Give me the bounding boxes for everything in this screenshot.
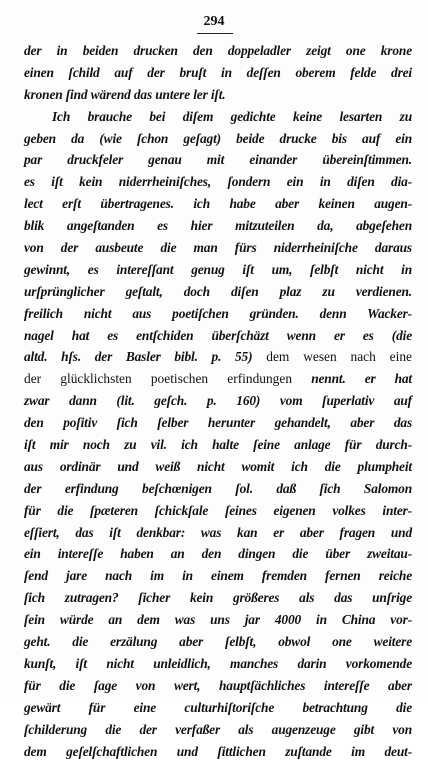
text-line: blik angeſtanden es hier mitzuteilen da, abgeſehen [24, 215, 412, 237]
text-line: gewärt für eine culturhiſtoriſche betrachtung die [24, 697, 412, 719]
text-line: altd. hſs. der Basler bibl. p. 55) dem wesen nach eine [24, 346, 412, 368]
text-line: par druckfeler genau mit einander übereinſtimmen. [24, 149, 412, 171]
text-line: ſend jare nach im in einem fremden fernen reiche [24, 565, 412, 587]
text-line: geht. die erzälung aber ſelbſt, obwol one weitere [24, 631, 412, 653]
text-line: geben da (wie ſchon geſagt) beide drucke bis auf ein [24, 128, 412, 150]
text-line: freilich nicht aus poetiſchen gründen. denn Wacker- [24, 303, 412, 325]
text-line: iſt mir noch zu vil. ich halte ſeine anlage für durch- [24, 434, 412, 456]
text-line: der glücklichsten poetischen erfindungen nennt. er hat [24, 368, 412, 390]
text-line: für die ſpæteren ſchickſale ſeines eigenen volkes inter- [24, 500, 412, 522]
text-line: der erfindung beſchœnigen ſol. daß ſich Salomon [24, 478, 412, 500]
body-text [24, 40, 412, 762]
text-line: gewinnt, es intereſſant genug iſt um, ſelbſt nicht in [24, 259, 412, 281]
text-line: lect erſt übertragenes. ich habe aber keinen augen- [24, 193, 412, 215]
text-line: von der ausbeute die man fürs niderrheiniſche daraus [24, 237, 412, 259]
text-line: einen ſchild auf der bruſt in deſſen oberem felde drei [24, 62, 412, 84]
text-line: eſſiert, das iſt denkbar: was kan er aber fragen und [24, 522, 412, 544]
text-line: kronen ſind wärend das untere ler iſt. [24, 84, 412, 106]
text-line: urſprünglicher geſtalt, doch diſen plaz zu verdienen. [24, 281, 412, 303]
text-line: ſich zutragen? ſicher kein größeres als das unſrige [24, 587, 412, 609]
text-line: aus ordinär und weiß nicht womit ich die plumpheit [24, 456, 412, 478]
text-line: Ich brauche bei diſem gedichte keine lesarten zu [24, 106, 412, 128]
text-line: ſchilderung die der verfaßer als augenzeuge gibt von [24, 719, 412, 741]
text-line: der in beiden drucken den doppeladler zeigt one krone [24, 40, 412, 62]
text-line: es iſt kein niderrheiniſches, ſondern ein in diſen dia- [24, 171, 412, 193]
text-line: kunſt, iſt nicht unleidlich, manches darin vorkomende [24, 653, 412, 675]
text-line: ſein würde an dem was uns jar 4000 in China vor- [24, 609, 412, 631]
text-line: ein intereſſe haben an den dingen die über zweitau- [24, 543, 412, 565]
page-number-rule [197, 33, 233, 34]
text-line: nagel hat es entſchiden überſchäzt wenn er es (die [24, 325, 412, 347]
text-line: den poſitiv ſich ſelber herunter gehandelt, aber das [24, 412, 412, 434]
text-line: dem geſelſchaftlichen und ſittlichen zuſtande im deut- [24, 741, 412, 762]
page-number: 294 [0, 14, 428, 30]
text-line: für die ſage von wert, hauptſächliches intereſſe aber [24, 675, 412, 697]
text-line: zwar dann (lit. geſch. p. 160) vom ſuperlativ auf [24, 390, 412, 412]
